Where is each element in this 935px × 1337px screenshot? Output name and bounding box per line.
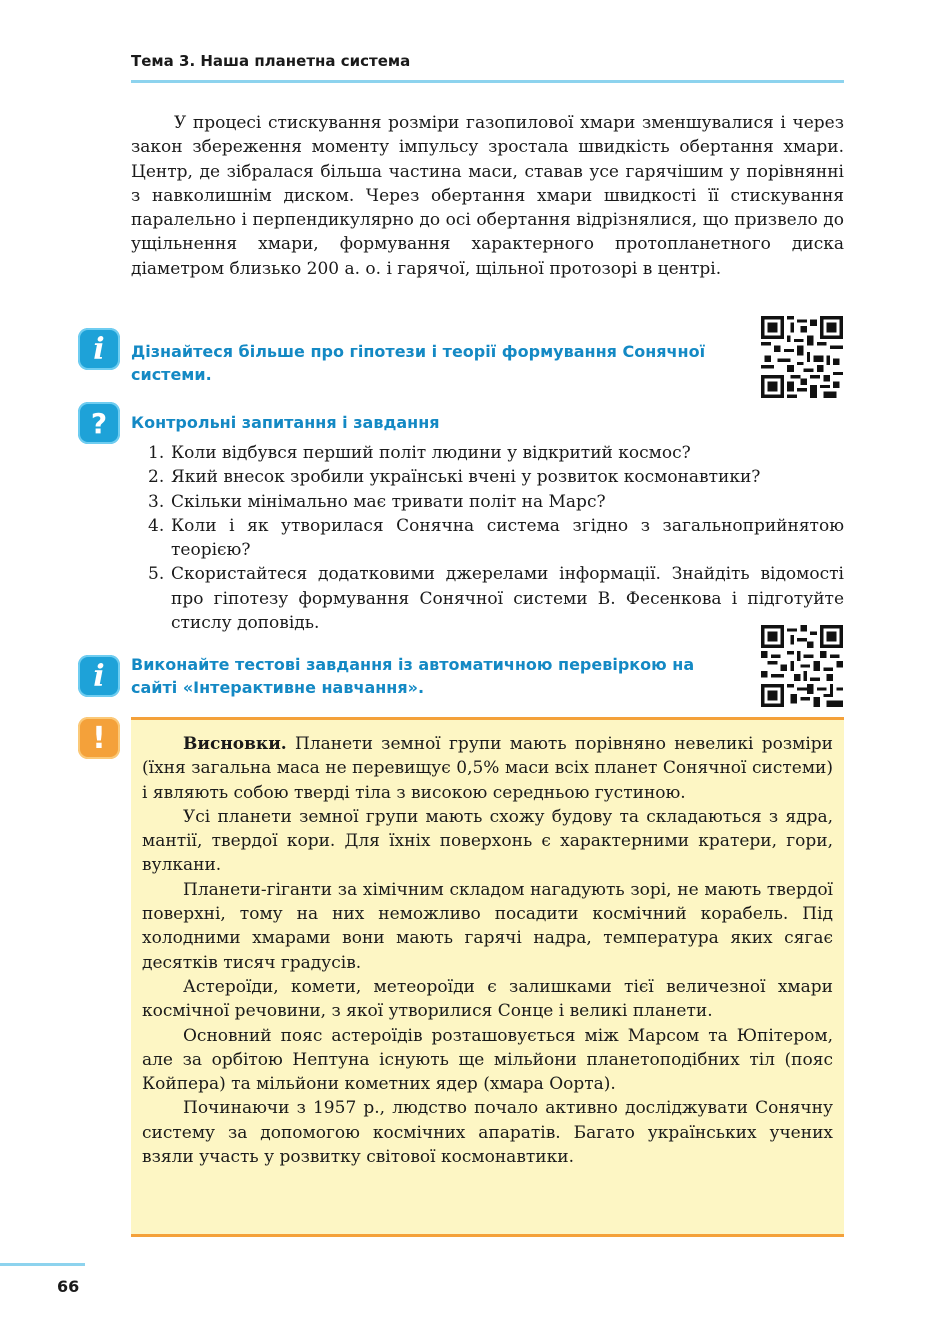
conclusions-paragraph-4: Астероїди, комети, метеороїди є залишками тієї величезної хмари космічної речовини, з якої утворилися Сонце і великі планети. bbox=[142, 976, 833, 1022]
page-number: 66 bbox=[57, 1277, 80, 1296]
list-item bbox=[131, 490, 844, 514]
list-item bbox=[131, 514, 844, 563]
question-icon: ? bbox=[78, 402, 120, 444]
page-header-title: Тема 3. Наша планетна система bbox=[131, 52, 411, 70]
list-item bbox=[131, 562, 844, 635]
question-text: Скільки мінімально має тривати політ на Марс? bbox=[171, 491, 606, 512]
qr-code-icon[interactable] bbox=[761, 625, 843, 707]
exclamation-icon: ! bbox=[78, 717, 120, 759]
list-item bbox=[131, 465, 844, 489]
conclusions-text: Планети земної групи мають порівняно невеликі розміри (їхня загальна маса не перевищує 0,5% маси всіх планет Сонячної системи) і являють собою тверді тіла з високою середньою густиною. bbox=[142, 734, 833, 803]
conclusions-paragraph-1 bbox=[131, 732, 844, 805]
conclusions-lead: Висновки. bbox=[183, 734, 287, 754]
conclusions-paragraph-5: Основний пояс астероїдів розташовується між Марсом та Юпітером, але за орбітою Нептуна існують ще мільйони планетоподібних тіл (пояс Койпера) та мільйони кометних ядер (хмара Оорта). bbox=[142, 1025, 833, 1095]
question-number: 1. bbox=[148, 443, 165, 463]
info-icon: i bbox=[78, 655, 120, 697]
info-callout-link-1[interactable]: Дізнайтеся більше про гіпотези і теорії формування Сонячної системи. bbox=[131, 342, 706, 384]
questions-list bbox=[131, 441, 844, 635]
intro-paragraph: У процесі стискування розміри газопилової хмари зменшувалися і через закон збереження моменту імпульсу зростала швидкість обертання хмари. Центр, де зібралася більша частина маси, ставав усе гарячішим у порівнянні з навколишнім диском. Через обертання хмари швидкості її стискування паралельно і перпендикулярно до осі обертання відрізнялися, що призвело до ущільнення хмари, формування характерного протопланетного диска діаметром близько 200 а. о. і гарячої, щільної протозорі в центрі. bbox=[131, 113, 844, 279]
list-item bbox=[131, 441, 844, 465]
qr-code-icon[interactable] bbox=[761, 316, 843, 398]
question-number: 2. bbox=[148, 467, 165, 488]
conclusions-paragraph-6: Починаючи з 1957 р., людство почало активно досліджувати Сонячну систему за допомогою космічних апаратів. Багато українських учених взяли участь у розвитку світової космонавтики. bbox=[142, 1098, 833, 1168]
footer-divider bbox=[0, 1263, 85, 1266]
info-callout-link-2[interactable]: Виконайте тестові завдання із автоматичною перевіркою на сайті «Інтерактивне навчання». bbox=[131, 655, 695, 697]
question-text: Коли і як утворилася Сонячна система згідно з загальноприйнятою теорією? bbox=[171, 515, 844, 561]
conclusions-box bbox=[131, 717, 844, 1237]
questions-title: Контрольні запитання і завдання bbox=[131, 413, 440, 432]
question-number: 5. bbox=[148, 564, 165, 585]
question-text: Скористайтеся додатковими джерелами інформації. Знайдіть відомості про гіпотезу формування Сонячної системи В. Фесенкова і підготуйте стислу доповідь. bbox=[171, 564, 844, 634]
conclusions-paragraph-3: Планети-гіганти за хімічним складом нагадують зорі, не мають твердої поверхні, тому на них неможливо посадити космічний корабель. Під холодними хмарами вони мають гарячі надра, температура яких сягає десятків тисяч градусів. bbox=[142, 879, 833, 973]
question-number: 4. bbox=[148, 515, 165, 536]
question-number: 3. bbox=[148, 491, 165, 512]
question-text: Коли відбувся перший політ людини у відкритий космос? bbox=[171, 443, 691, 463]
conclusions-paragraph-2: Усі планети земної групи мають схожу будову та складаються з ядра, мантії, твердої кори. Для їхніх поверхонь є характерними кратери, гори, вулкани. bbox=[142, 806, 833, 876]
info-icon: i bbox=[78, 328, 120, 370]
question-text: Який внесок зробили українські вчені у розвиток космонавтики? bbox=[171, 467, 761, 488]
header-divider bbox=[131, 80, 844, 83]
